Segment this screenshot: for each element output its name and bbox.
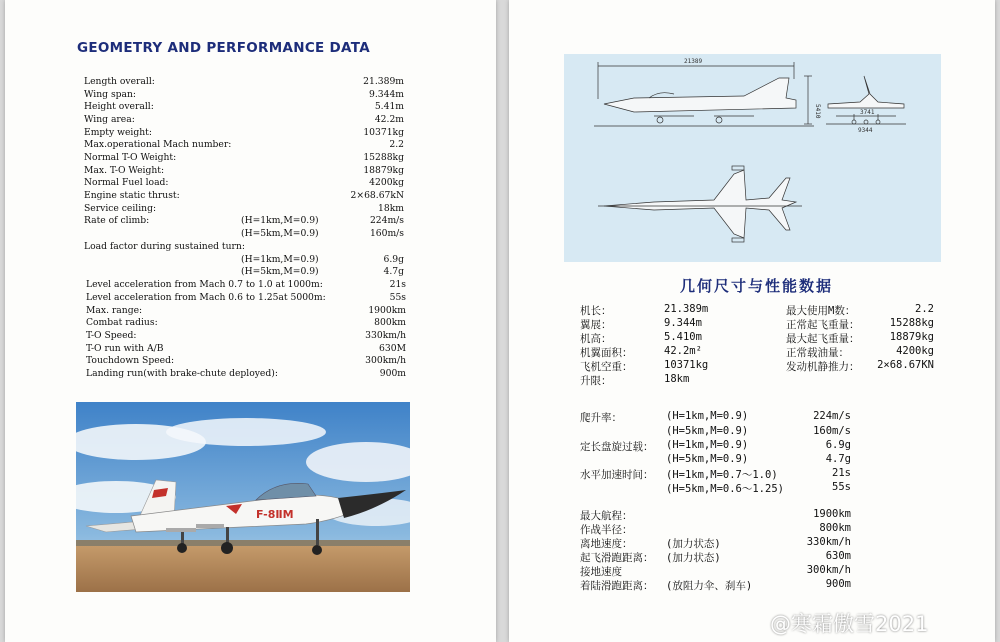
- cn-value: 224m/s: [813, 410, 851, 422]
- spec-condition: (H=5km,M=0.9): [241, 228, 319, 239]
- spec-value: 630M: [379, 343, 406, 354]
- cn-value: 55s: [832, 481, 851, 493]
- cn-spec-row: [0, 453, 1000, 467]
- spec-row: [84, 228, 404, 240]
- cn-label: 起飞滑跑距离：: [580, 552, 654, 564]
- spec-row: [84, 241, 404, 253]
- spec-value: 18km: [378, 203, 404, 214]
- cn-condition: (加力状态): [666, 538, 721, 550]
- spec-label: Max.operational Mach number:: [84, 139, 232, 150]
- cn-value: 2.2: [915, 303, 934, 315]
- cn-condition: (放阻力伞、刹车): [666, 580, 753, 592]
- cn-spec-row: [0, 536, 1000, 550]
- spec-value: 15288kg: [363, 152, 404, 163]
- dim-height: 5410: [814, 104, 821, 119]
- cn-label: 接地速度: [580, 566, 622, 578]
- spec-value: 21.389m: [363, 76, 404, 87]
- cn-spec-row: [0, 578, 1000, 592]
- cn-label: 机高：: [580, 333, 612, 345]
- cn-label: 水平加速时间：: [580, 469, 654, 481]
- spec-label: Empty weight:: [84, 127, 152, 138]
- cn-spec-row: [0, 331, 1000, 345]
- cn-spec-row: [0, 467, 1000, 481]
- cn-value: 300km/h: [806, 564, 851, 576]
- spec-condition: (H=1km,M=0.9): [241, 215, 319, 226]
- spec-value: 42.2m: [374, 114, 404, 125]
- cn-value: 4200kg: [896, 345, 934, 357]
- spec-label: Wing span:: [84, 89, 137, 100]
- spec-label: Engine static thrust:: [84, 190, 180, 201]
- cn-label: 离地速度：: [580, 538, 633, 550]
- spec-value: 6.9g: [383, 254, 404, 265]
- cn-value: 42.2m²: [664, 345, 702, 357]
- cn-value: 6.9g: [825, 439, 851, 451]
- spec-value: 160m/s: [369, 228, 404, 239]
- cn-condition: (H=5km,M=0.9): [666, 425, 749, 437]
- spec-row: [84, 76, 404, 88]
- cn-spec-row: [0, 303, 1000, 317]
- cn-condition: (H=1km,M=0.7～1.0): [666, 469, 778, 481]
- spec-value: 2×68.67kN: [350, 190, 404, 201]
- aircraft-marking: F-8ⅡM: [256, 508, 294, 521]
- spec-value: 21s: [389, 279, 406, 290]
- spec-value: 800km: [374, 317, 406, 328]
- spec-row: [86, 279, 406, 291]
- spec-value: 9.344m: [368, 89, 404, 100]
- spec-value: 4.7g: [383, 266, 404, 277]
- spec-label: Max. T-O Weight:: [84, 165, 165, 176]
- dim-track: 3741: [860, 109, 875, 116]
- spec-row: [84, 165, 404, 177]
- cn-value: 4.7g: [825, 453, 851, 465]
- cn-spec-row: [0, 425, 1000, 439]
- spec-value: 4200kg: [369, 177, 404, 188]
- spec-label: Normal T-O Weight:: [84, 152, 177, 163]
- spec-label: Level acceleration from Mach 0.6 to 1.25at 5000m:: [86, 292, 326, 303]
- cn-value: 900m: [825, 578, 851, 590]
- cn-label: 机翼面积：: [580, 347, 633, 359]
- cn-value: 5.410m: [664, 331, 702, 343]
- spec-row: [84, 177, 404, 189]
- cn-label: 发动机静推力：: [786, 361, 860, 373]
- cn-spec-row: [0, 345, 1000, 359]
- spec-row: [84, 215, 404, 227]
- cn-value: 18879kg: [889, 331, 934, 343]
- cn-spec-row: [0, 373, 1000, 387]
- spec-row: [84, 127, 404, 139]
- spec-row: [84, 89, 404, 101]
- cn-value: 2×68.67KN: [877, 359, 934, 371]
- cn-label: 最大航程：: [580, 510, 633, 522]
- english-title: GEOMETRY AND PERFORMANCE DATA: [77, 40, 370, 56]
- spec-value: 900m: [379, 368, 406, 379]
- dim-length: 21389: [684, 58, 703, 65]
- cn-condition: (H=1km,M=0.9): [666, 439, 749, 451]
- spec-value: 55s: [389, 292, 406, 303]
- cn-label: 最大使用M数：: [786, 305, 856, 317]
- cn-condition: (加力状态): [666, 552, 721, 564]
- spec-value: 1900km: [368, 305, 406, 316]
- spec-condition: (H=5km,M=0.9): [241, 266, 319, 277]
- spec-condition: (H=1km,M=0.9): [241, 254, 319, 265]
- spec-value: 224m/s: [369, 215, 404, 226]
- cn-condition: (H=1km,M=0.9): [666, 410, 749, 422]
- spec-value: 18879kg: [363, 165, 404, 176]
- spec-label: Touchdown Speed:: [86, 355, 175, 366]
- spec-label: Load factor during sustained turn:: [84, 241, 245, 252]
- cn-value: 10371kg: [664, 359, 709, 371]
- cn-label: 作战半径：: [580, 524, 633, 536]
- cn-value: 15288kg: [889, 317, 934, 329]
- cn-value: 18km: [664, 373, 690, 385]
- spec-row: [84, 190, 404, 202]
- spec-row: [84, 203, 404, 215]
- spec-row: [84, 254, 404, 266]
- spec-value: 300km/h: [365, 355, 406, 366]
- cn-label: 着陆滑跑距离：: [580, 580, 654, 592]
- watermark: @寒霜傲雪2021: [770, 612, 929, 636]
- cn-label: 飞机空重：: [580, 361, 633, 373]
- spec-value: 10371kg: [363, 127, 404, 138]
- spec-row: [84, 139, 404, 151]
- spec-value: 330km/h: [365, 330, 406, 341]
- cn-value: 330km/h: [806, 536, 851, 548]
- cn-spec-row: [0, 564, 1000, 578]
- cn-spec-row: [0, 359, 1000, 373]
- cn-label: 爬升率：: [580, 412, 622, 424]
- cn-spec-row: [0, 522, 1000, 536]
- cn-condition: (H=5km,M=0.9): [666, 453, 749, 465]
- spec-label: Level acceleration from Mach 0.7 to 1.0 at 1000m:: [86, 279, 323, 290]
- spec-label: Max. range:: [86, 305, 143, 316]
- cn-label: 正常起飞重量：: [786, 319, 860, 331]
- spec-label: Wing area:: [84, 114, 135, 125]
- spec-label: T-O run with A/B: [86, 343, 164, 354]
- spec-row: [84, 266, 404, 278]
- cn-spec-row: [0, 317, 1000, 331]
- cn-value: 160m/s: [813, 425, 851, 437]
- spec-label: Rate of climb:: [84, 215, 150, 226]
- chinese-title: 几何尺寸与性能数据: [680, 277, 834, 295]
- cn-spec-row: [0, 550, 1000, 564]
- cn-spec-row: [0, 481, 1000, 495]
- cn-value: 9.344m: [664, 317, 702, 329]
- cn-label: 正常载油量：: [786, 347, 849, 359]
- spec-row: [84, 101, 404, 113]
- cn-value: 800km: [819, 522, 851, 534]
- spec-label: T-O Speed:: [86, 330, 137, 341]
- spec-label: Length overall:: [84, 76, 155, 87]
- spec-label: Landing run(with brake-chute deployed):: [86, 368, 278, 379]
- cn-label: 定长盘旋过载：: [580, 441, 654, 453]
- spec-row: [84, 114, 404, 126]
- cn-spec-row: [0, 439, 1000, 453]
- spec-label: Service ceiling:: [84, 203, 157, 214]
- spec-label: Normal Fuel load:: [84, 177, 169, 188]
- cn-label: 翼展：: [580, 319, 612, 331]
- three-view-drawing: [564, 54, 941, 262]
- cn-label: 升限：: [580, 375, 612, 387]
- cn-condition: (H=5km,M=0.6～1.25): [666, 483, 784, 495]
- three-view-svg: [564, 54, 941, 262]
- spec-value: 5.41m: [374, 101, 404, 112]
- cn-value: 630m: [825, 550, 851, 562]
- cn-value: 21.389m: [664, 303, 709, 315]
- cn-spec-row: [0, 508, 1000, 522]
- spec-value: 2.2: [389, 139, 404, 150]
- cn-value: 1900km: [813, 508, 851, 520]
- dim-span: 9344: [858, 127, 873, 134]
- cn-label: 最大起飞重量：: [786, 333, 860, 345]
- spec-label: Combat radius:: [86, 317, 158, 328]
- cn-label: 机长：: [580, 305, 612, 317]
- cn-spec-row: [0, 410, 1000, 424]
- cn-value: 21s: [832, 467, 851, 479]
- spec-label: Height overall:: [84, 101, 154, 112]
- spec-row: [84, 152, 404, 164]
